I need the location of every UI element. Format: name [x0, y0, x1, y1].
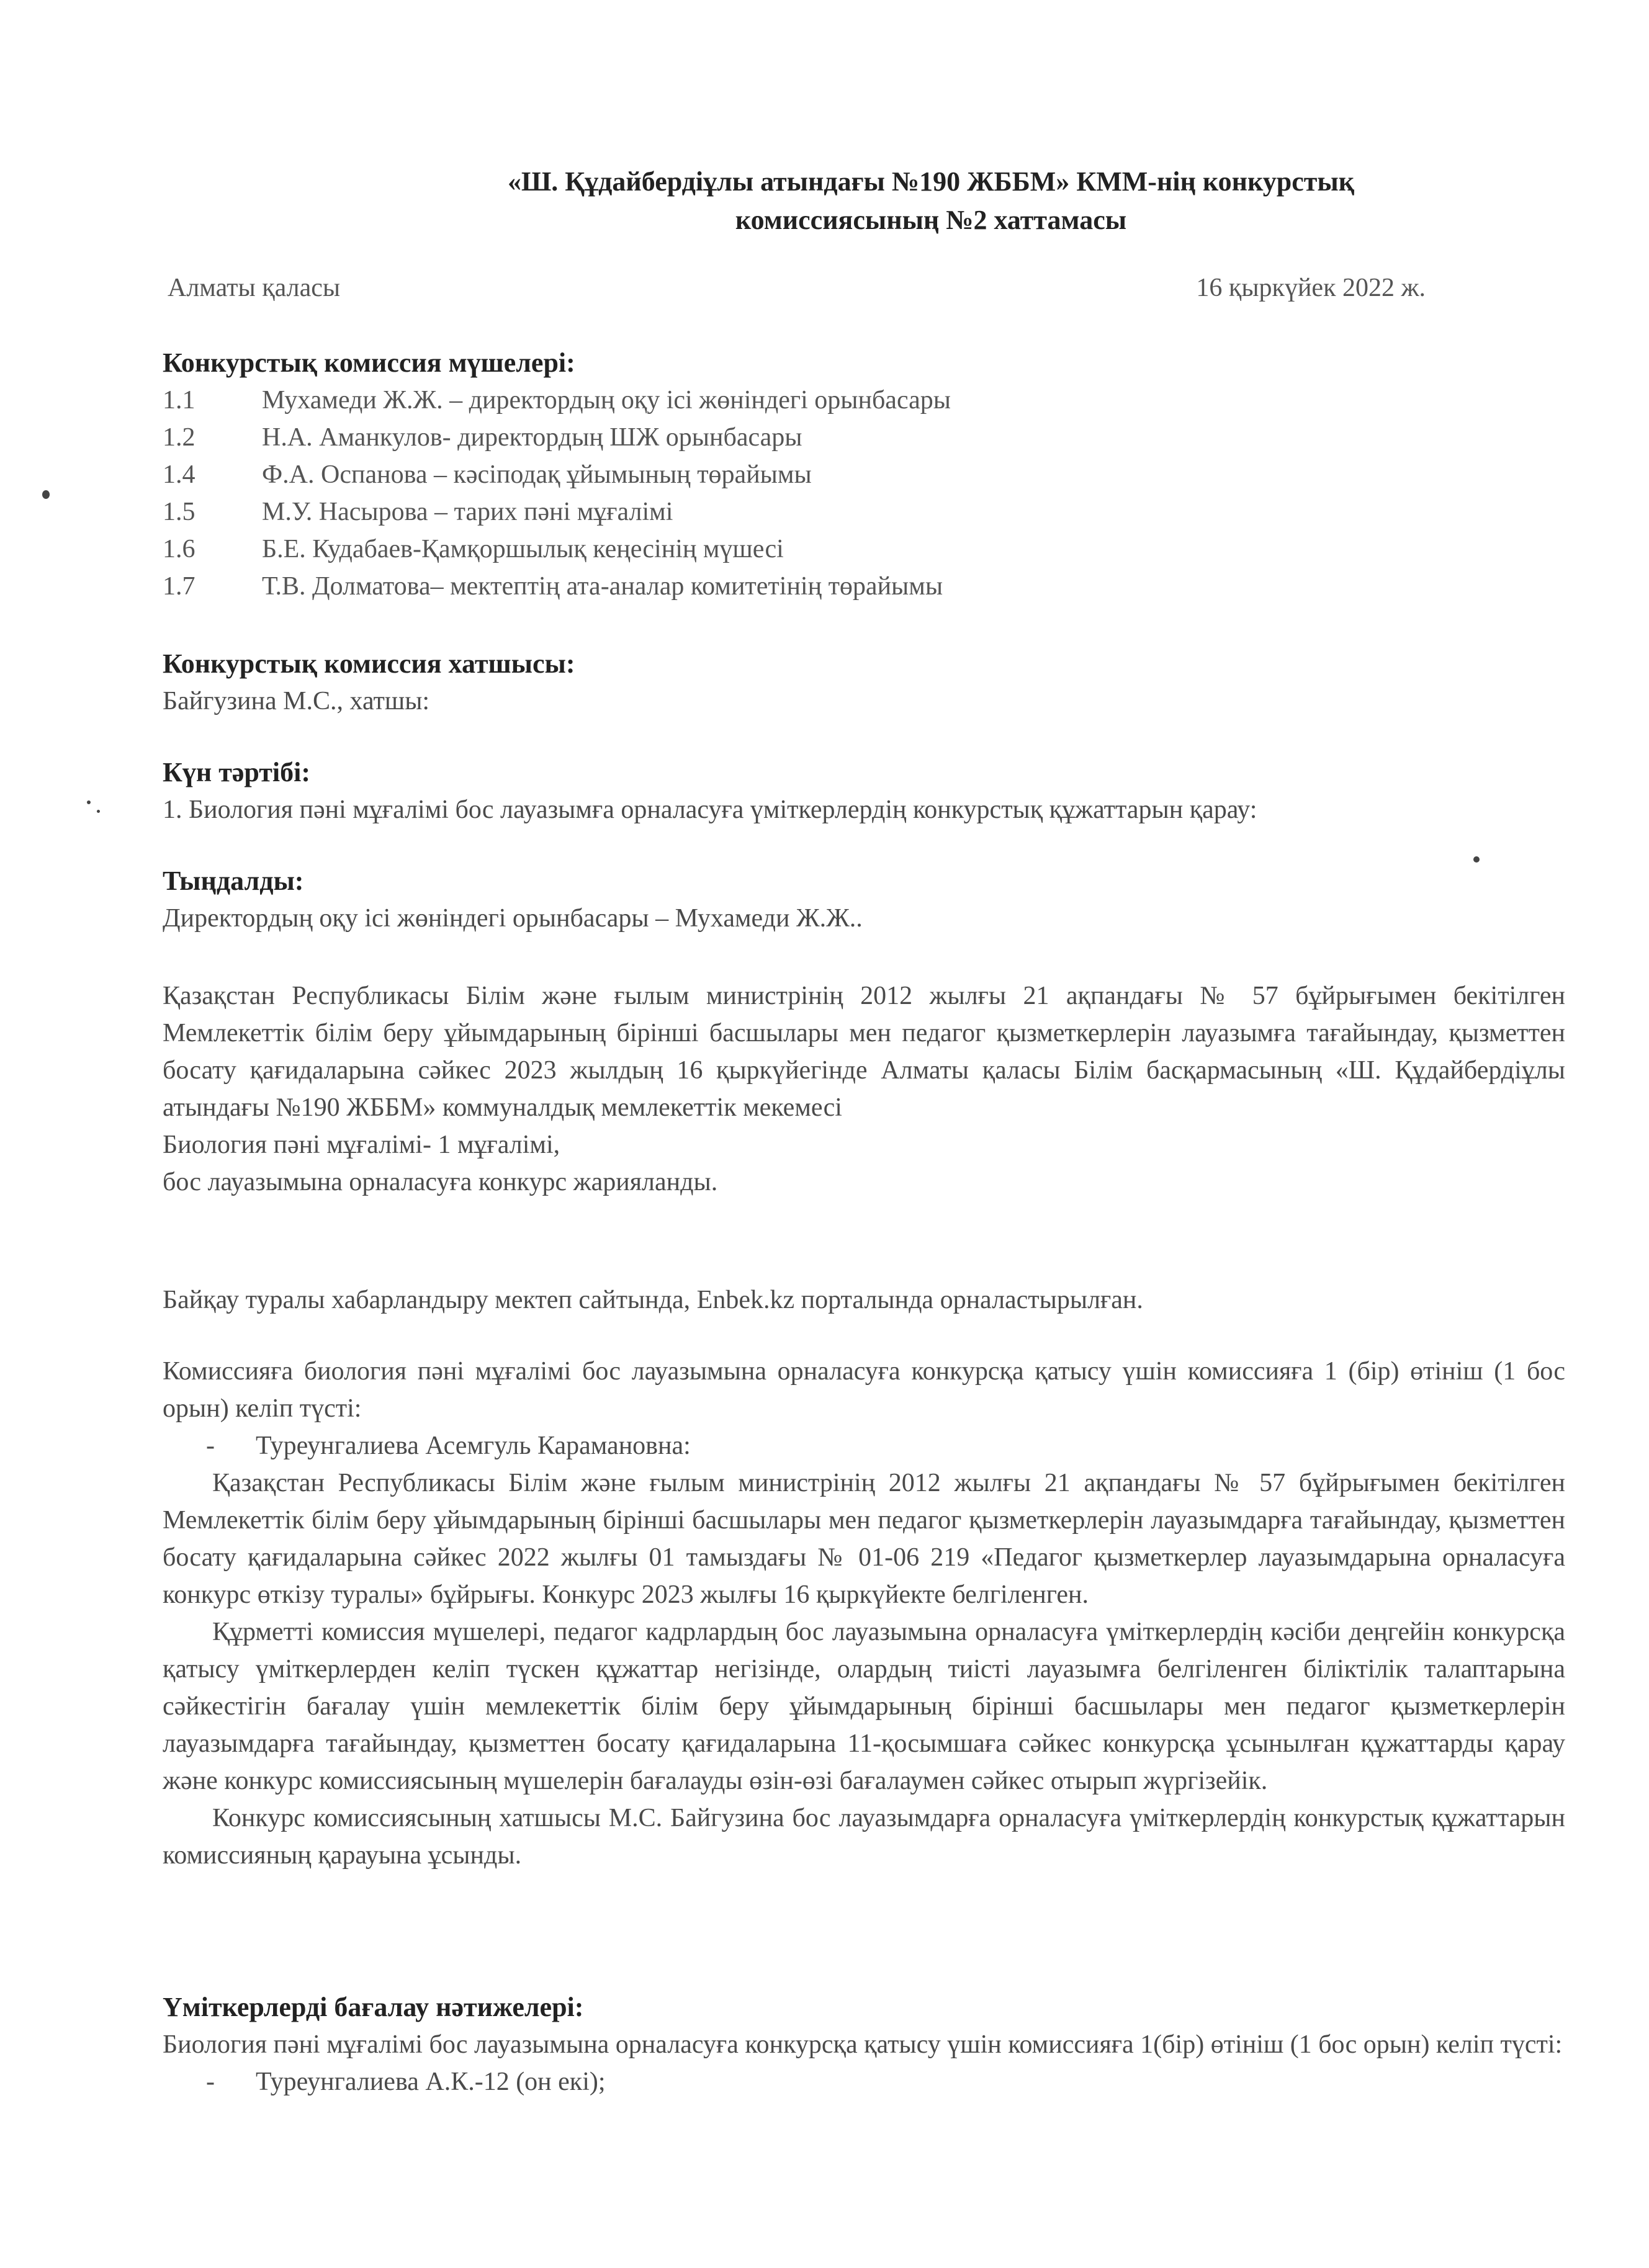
member-text: Н.А. Аманкулов- директордың ШЖ орынбасары — [262, 423, 802, 452]
results-section — [163, 1989, 1565, 2100]
member-text: Мухамеди Ж.Ж. – директордың оқу ісі жөніндегі орынбасары — [262, 386, 951, 415]
member-number: 1.6 — [163, 535, 195, 563]
member-number: 1.5 — [163, 498, 195, 526]
member-text: М.У. Насырова – тарих пәні мұғалімі — [262, 498, 673, 526]
members-heading: Конкурстық комиссия мүшелері: — [163, 347, 575, 378]
result-dash: - — [206, 2068, 215, 2096]
members-section — [163, 344, 1565, 605]
announcement-section — [163, 977, 1565, 1201]
notice-paragraph: Байқау туралы хабарландыру мектеп сайтында, Enbek.kz порталында орналастырылған. — [163, 1286, 1143, 1314]
member-text: Ф.А. Оспанова – кәсіподақ ұйымының төрайымы — [262, 460, 812, 489]
document-title — [348, 163, 1514, 240]
candidate-name: Туреунгалиева Асемгуль Карамановна: — [256, 1432, 691, 1460]
date: 16 қыркүйек 2022 ж. — [1196, 274, 1426, 302]
member-number: 1.2 — [163, 423, 195, 452]
member-number: 1.4 — [163, 460, 195, 489]
member-number: 1.7 — [163, 572, 195, 601]
evaluation-paragraph: Құрметті комиссия мүшелері, педагог кадрлардың бос лауазымына орналасуға үміткерлердің кәсіби деңгейін конкурсқа қатысу үміткерлерден келіп түскен құжаттар негізінде, олардың тиісті лауазымға белгіленген біліктілік талаптарына сәйкестігін бағалау үшін мемлекеттік білім беру ұйымдарының бірінші басшылары мен педагог қызметкерлерін лауазымдарға тағайындау, қызметтен босату қағидаларына 11-қосымшаға сәйкес конкурсқа ұсынылған құжаттарды қарау және конкурс комиссиясының мүшелерін бағалауды өзін-өзі бағалаумен сәйкес отырып жүргізейік. — [163, 1618, 1565, 1795]
contest-announced-line: бос лауазымына орналасуға конкурс жарияланды. — [163, 1168, 718, 1196]
candidate-dash: - — [206, 1432, 215, 1460]
vacancy-line: Биология пәні мұғалімі- 1 мұғалімі, — [163, 1131, 560, 1159]
scan-speck — [1473, 856, 1480, 863]
agenda-section — [163, 754, 1565, 828]
agenda-text: 1. Биология пәні мұғалімі бос лауазымға орналасуға үміткерлердің конкурстық құжаттарын қарау: — [163, 796, 1257, 824]
member-text: Т.В. Долматова– мектептің ата-аналар комитетінің төрайымы — [262, 572, 943, 601]
secretary-section — [163, 645, 1565, 720]
member-item — [163, 419, 1565, 456]
candidate-item — [163, 1427, 1565, 1464]
result-item — [163, 2063, 1565, 2100]
notice-section — [163, 1281, 1565, 1319]
applications-section — [163, 1353, 1565, 1874]
secretary-submission-paragraph: Конкурс комиссиясының хатшысы М.С. Байгузина бос лауазымдарға орналасуға үміткерлердің конкурстық құжаттарын комиссияның қарауына ұсынды. — [163, 1804, 1565, 1870]
member-item — [163, 493, 1565, 531]
meta-row — [168, 273, 1426, 303]
member-text: Б.Е. Кудабаев-Қамқоршылық кеңесінің мүшесі — [262, 535, 784, 563]
regulation-paragraph: Қазақстан Республикасы Білім және ғылым министрінің 2012 жылғы 21 ақпандағы № 57 бұйрығымен бекітілген Мемлекеттік білім беру ұйымдарының бірінші басшылары мен педагог қызметкерлерін лауазымдарға тағайындау, қызметтен босату қағидаларына сәйкес 2022 жылғы 01 тамыздағы № 01-06 219 «Педагог қызметкерлер лауазымдарына орналасуға конкурс өткізу туралы» бұйрығы. Конкурс 2023 жылғы 16 қыркүйекте белгіленген. — [163, 1469, 1565, 1609]
city: Алматы қаласы — [168, 274, 341, 302]
title-line-1: «Ш. Құдайбердіұлы атындағы №190 ЖББМ» КММ-нің конкурстық — [507, 166, 1355, 197]
scan-speck — [87, 800, 91, 804]
applications-paragraph: Комиссияға биология пәні мұғалімі бос лауазымына орналасуға конкурсқа қатысу үшін комиссияға 1 (бір) өтініш (1 бос орын) келіп түсті: — [163, 1357, 1565, 1423]
title-line-2: комиссиясының №2 хаттамасы — [735, 205, 1127, 235]
member-item — [163, 456, 1565, 493]
member-item — [163, 531, 1565, 568]
announcement-paragraph: Қазақстан Республикасы Білім және ғылым министрінің 2012 жылғы 21 ақпандағы № 57 бұйрығымен бекітілген Мемлекеттік білім беру ұйымдарының бірінші басшылары мен педагог қызметкерлерін лауазымға тағайындау, қызметтен босату қағидаларына сәйкес 2023 жылдың 16 қыркүйегінде Алматы қаласы Білім басқармасының «Ш. Құдайбердіұлы атындағы №190 ЖББМ» коммуналдық мемлекеттік мекемесі — [163, 982, 1565, 1122]
results-heading: Үміткерлерді бағалау нәтижелері: — [163, 1992, 584, 2022]
heard-heading: Тыңдалды: — [163, 866, 304, 896]
results-text: Биология пәні мұғалімі бос лауазымына орналасуға конкурсқа қатысу үшін комиссияға 1(бір) өтініш (1 бос орын) келіп түсті: — [163, 2030, 1563, 2059]
secretary-heading: Конкурстық комиссия хатшысы: — [163, 648, 575, 679]
scan-speck — [42, 490, 50, 499]
secretary-text: Байгузина М.С., хатшы: — [163, 687, 430, 715]
member-item — [163, 568, 1565, 605]
heard-text: Директордың оқу ісі жөніндегі орынбасары – Мухамеди Ж.Ж.. — [163, 904, 863, 933]
member-number: 1.1 — [163, 386, 195, 415]
agenda-heading: Күн тәртібі: — [163, 757, 311, 787]
heard-section — [163, 863, 1565, 937]
result-text: Туреунгалиева А.К.-12 (он екі); — [256, 2068, 606, 2096]
members-list — [163, 382, 1565, 605]
scan-speck — [97, 810, 100, 813]
member-item — [163, 382, 1565, 419]
